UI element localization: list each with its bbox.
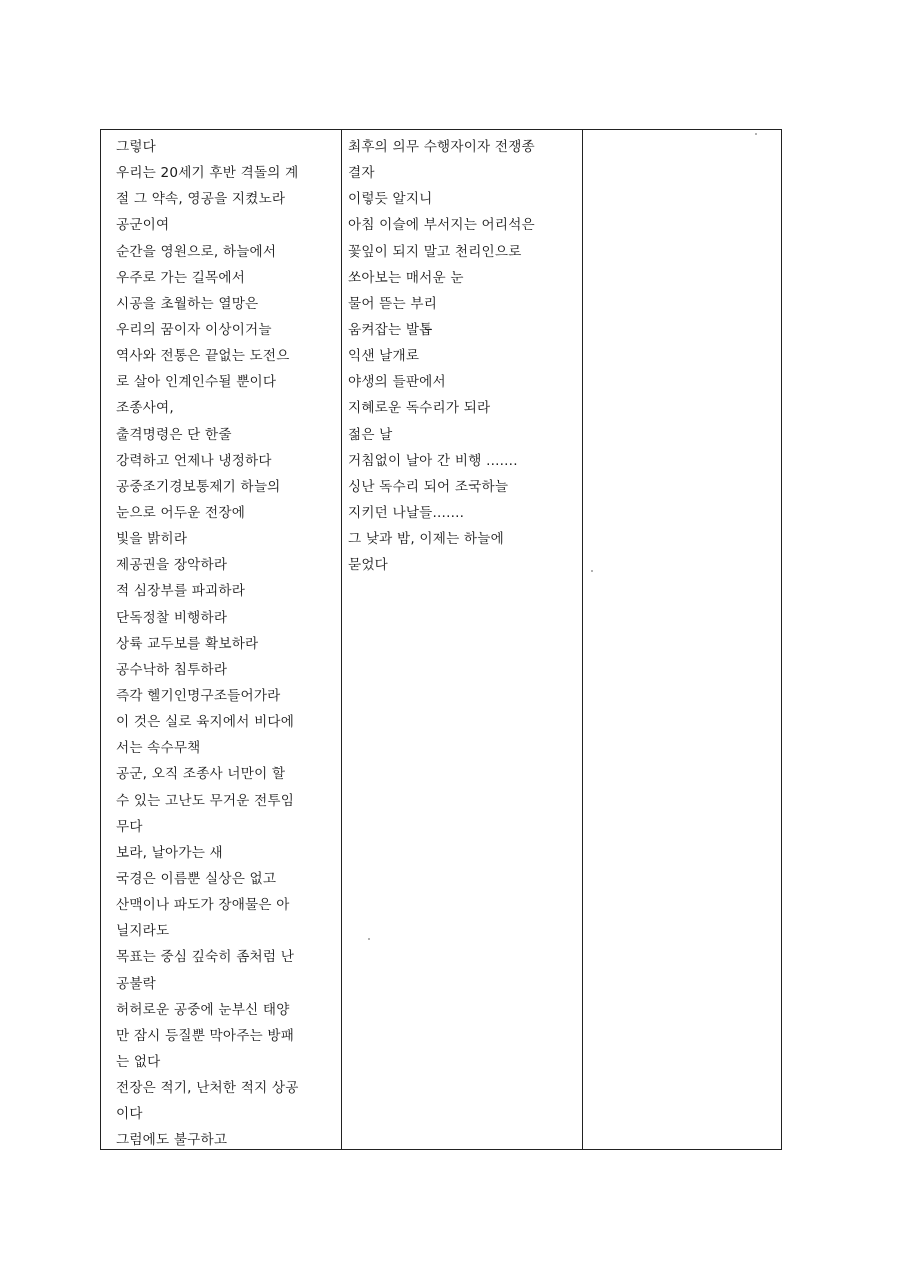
poem-line: 꽃잎이 되지 말고 천리인으로 bbox=[348, 243, 522, 260]
poem-line: 우리는 20세기 후반 격돌의 계 bbox=[116, 165, 299, 182]
poem-line: 싱난 독수리 되어 조국하늘 bbox=[348, 478, 509, 495]
poem-line: 국경은 이름뿐 실상은 없고 bbox=[116, 870, 277, 887]
poem-line: 야생의 들판에서 bbox=[348, 374, 446, 391]
poem-table bbox=[100, 129, 782, 1150]
poem-line: 그럼에도 불구하고 bbox=[116, 1132, 228, 1149]
poem-line: 단독정찰 비행하라 bbox=[116, 609, 228, 626]
poem-line: 닐지라도 bbox=[116, 923, 170, 940]
poem-line: 물어 뜯는 부리 bbox=[348, 295, 438, 312]
poem-line: 무다 bbox=[116, 818, 143, 835]
poem-line: 지키던 나날들....... bbox=[348, 504, 465, 521]
poem-line: 전장은 적기, 난처한 적지 상공 bbox=[116, 1080, 299, 1097]
poem-line: 쏘아보는 매서운 눈 bbox=[348, 269, 464, 286]
poem-line: 거침없이 날아 간 비행 ....... bbox=[348, 452, 518, 469]
poem-line: 그렇다 bbox=[116, 139, 156, 155]
poem-line: 아침 이슬에 부서지는 어리석은 bbox=[348, 217, 535, 234]
poem-line: 시공을 초월하는 열망은 bbox=[116, 295, 259, 312]
poem-line: 만 잠시 등질뿐 막아주는 방패 bbox=[116, 1027, 295, 1044]
poem-column-2-lines bbox=[348, 134, 576, 578]
scan-speck bbox=[368, 938, 370, 940]
poem-line: 우리의 꿈이자 이상이거늘 bbox=[116, 321, 272, 338]
poem-line: 순간을 영원으로, 하늘에서 bbox=[116, 243, 277, 260]
poem-line: 빛을 밝히라 bbox=[116, 531, 188, 548]
poem-line: 는 없다 bbox=[116, 1053, 161, 1070]
poem-line: 제공권을 장악하라 bbox=[116, 557, 228, 574]
poem-line: 적 심장부를 파괴하라 bbox=[116, 583, 246, 600]
poem-line: 젊은 날 bbox=[348, 426, 393, 443]
scan-speck bbox=[591, 570, 593, 572]
poem-line: 결자 bbox=[348, 165, 375, 182]
poem-line: 공수낙하 침투하라 bbox=[116, 661, 228, 678]
poem-line: 묻었다 bbox=[348, 557, 388, 574]
poem-line: 공군, 오직 조종사 너만이 할 bbox=[116, 766, 286, 783]
poem-line: 허허로운 공중에 눈부신 태양 bbox=[116, 1001, 290, 1018]
poem-line: 우주로 가는 길목에서 bbox=[116, 269, 246, 286]
poem-line: 보라, 날아가는 새 bbox=[116, 844, 223, 861]
poem-line: 목표는 중심 깊숙히 좀처럼 난 bbox=[116, 949, 295, 966]
poem-line: 이렇듯 알지니 bbox=[348, 191, 433, 208]
poem-line: 이 것은 실로 육지에서 비다에 bbox=[116, 714, 295, 731]
poem-line: 상륙 교두보를 확보하라 bbox=[116, 635, 259, 652]
poem-line: 산맥이나 파도가 장애물은 아 bbox=[116, 897, 290, 914]
poem-line: 익샌 날개로 bbox=[348, 348, 420, 365]
poem-line: 공중조기경보통제기 하늘의 bbox=[116, 478, 281, 495]
poem-line: 출격명령은 단 한줄 bbox=[116, 426, 232, 443]
poem-line: 조종사여, bbox=[116, 400, 174, 417]
poem-line: 이다 bbox=[116, 1106, 143, 1123]
poem-line: 강력하고 언제나 냉정하다 bbox=[116, 452, 272, 469]
poem-line: 움켜잡는 발톱 bbox=[348, 321, 433, 338]
poem-line: 서는 속수무책 bbox=[116, 740, 201, 757]
table-column-1 bbox=[100, 129, 342, 1150]
poem-line: 최후의 의무 수행자이자 전쟁종 bbox=[348, 139, 535, 155]
poem-line: 공불락 bbox=[116, 975, 156, 992]
poem-line: 역사와 전통은 끝없는 도전으 bbox=[116, 348, 290, 365]
poem-line: 지혜로운 독수리가 되라 bbox=[348, 400, 491, 417]
poem-line: 절 그 약속, 영공을 지켰노라 bbox=[116, 191, 286, 208]
poem-line: 그 낮과 밤, 이제는 하늘에 bbox=[348, 531, 504, 548]
poem-line: 즉각 헬기인명구조들어가라 bbox=[116, 687, 281, 704]
poem-line: 수 있는 고난도 무거운 전투임 bbox=[116, 792, 295, 809]
poem-column-1-lines bbox=[116, 134, 336, 1153]
poem-line: 눈으로 어두운 전장에 bbox=[116, 504, 246, 521]
poem-line: 로 살아 인계인수될 뿐이다 bbox=[116, 374, 277, 391]
poem-line: 공군이여 bbox=[116, 217, 170, 234]
scan-speck bbox=[755, 133, 757, 135]
table-column-3-empty bbox=[582, 129, 782, 1150]
table-column-2 bbox=[341, 129, 583, 1150]
